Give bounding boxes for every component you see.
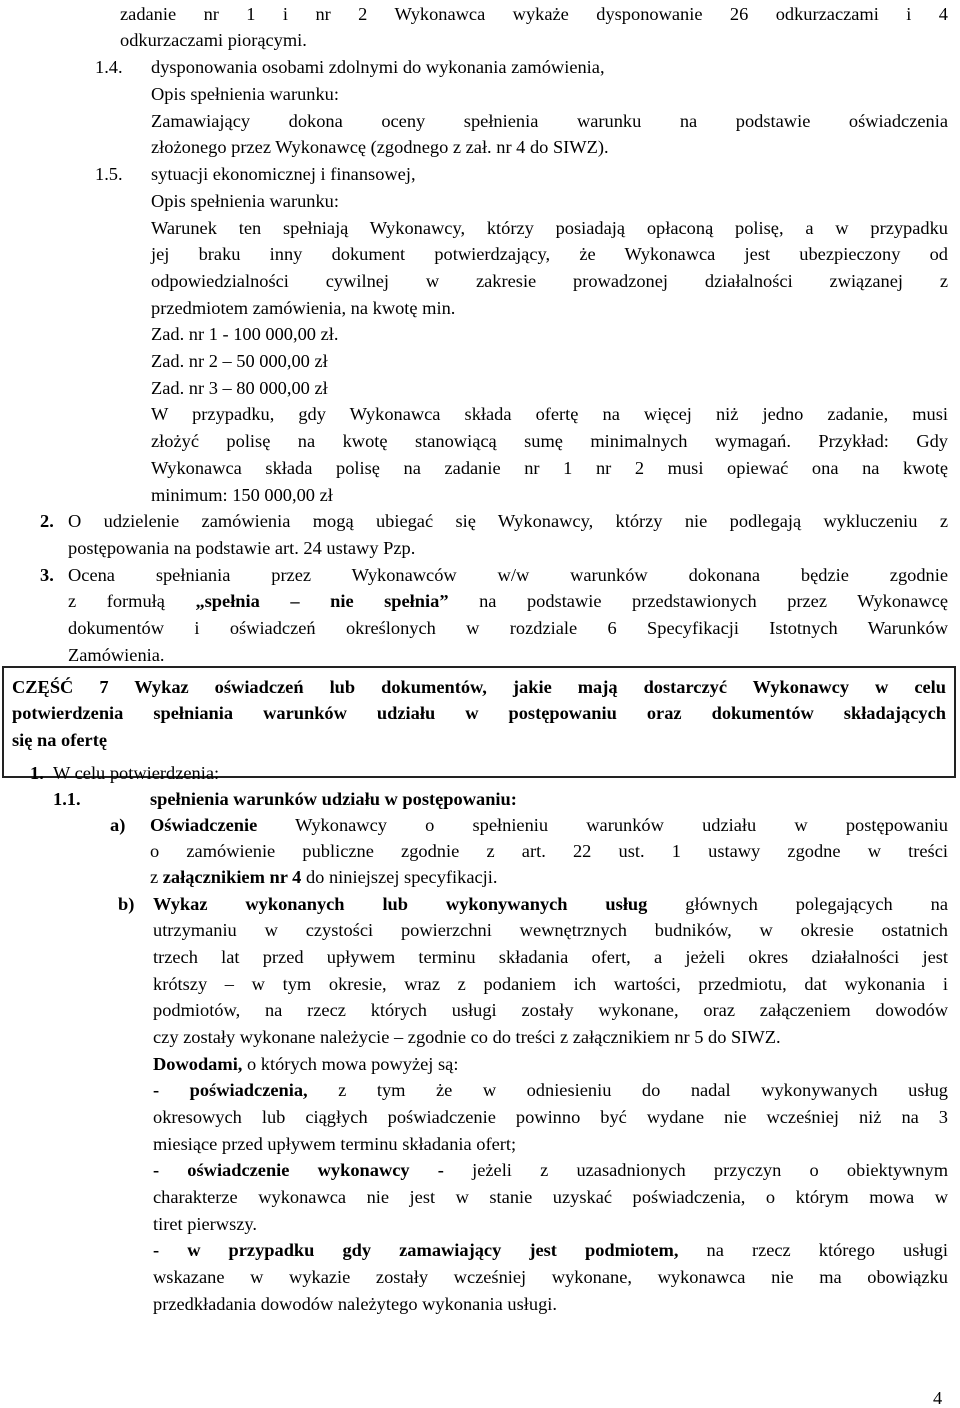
- text-line: Ocena spełniania przez Wykonawców w/w warunków dokonana będzie zgodnie: [68, 565, 948, 585]
- text-fragment: z formułą: [68, 591, 196, 611]
- text-line: W przypadku, gdy Wykonawca składa ofertę na więcej niż jedno zadanie, musi: [151, 404, 948, 424]
- text-line: O udzielenie zamówienia mogą ubiegać się Wykonawcy, którzy nie podlegają wykluczeniu z: [68, 511, 948, 531]
- text-line: trzech lat przed upływem terminu składania ofert, a jeżeli okres działalności jest: [153, 947, 948, 967]
- text-fragment: Wykaz wykonanych lub wykonywanych usług: [153, 894, 648, 914]
- text-fragment: - poświadczenia,: [153, 1080, 308, 1100]
- text-line: Zamawiający dokona oceny spełnienia warunku na podstawie oświadczenia: [151, 111, 948, 131]
- text-fragment: - oświadczenie wykonawcy -: [153, 1160, 444, 1180]
- text-line: jej braku inny dokument potwierdzający, że Wykonawca jest ubezpieczony od: [151, 244, 948, 264]
- text-line: podmiotów, na rzecz których usługi zostały wykonane, oraz załączeniem dowodów: [153, 1000, 948, 1020]
- criteria-label: Opis spełnienia warunku:: [151, 191, 339, 211]
- text-line: Warunek ten spełniają Wykonawcy, którzy posiadają opłaconą polisę, a w przypadku: [151, 218, 948, 238]
- paragraph-number: 1.1.: [53, 789, 81, 809]
- text-fragment: jeżeli z uzasadnionych przyczyn o obiektywnym: [443, 1160, 948, 1180]
- amount-line: Zad. nr 3 – 80 000,00 zł: [151, 378, 328, 398]
- text-line: wskazane w wykazie zostały wcześniej wykonane, wykonawca nie ma obowiązku: [153, 1267, 948, 1287]
- text-fragment: do niniejszej specyfikacji.: [301, 867, 498, 887]
- text-line: zadanie nr 1 i nr 2 Wykonawca wykaże dysponowanie 26 odkurzaczami i 4: [120, 4, 948, 24]
- text-line: krótszy – w tym okresie, wraz z podaniem ich wartości, przedmiotu, dat wykonania i: [153, 974, 948, 994]
- subheading: spełnienia warunków udziału w postępowaniu:: [150, 789, 517, 809]
- section-title: dysponowania osobami zdolnymi do wykonania zamówienia,: [151, 57, 605, 77]
- text-line: [153, 1080, 948, 1100]
- section-number: 1.5.: [95, 164, 123, 184]
- text-line: czy zostały wykonane należycie – zgodnie co do treści z załącznikiem nr 5 do SIWZ.: [153, 1027, 781, 1047]
- text-line: [153, 1160, 948, 1180]
- text-fragment: załącznikiem nr 4: [162, 867, 302, 887]
- text-fragment: na podstawie przedstawionych przez Wykonawcę: [448, 591, 949, 611]
- text-fragment: z tym że w odniesieniu do nadal wykonywanych usług: [307, 1080, 948, 1100]
- text-line: charakterze wykonawca nie jest w stanie uzyskać poświadczenia, o którym mowa w: [153, 1187, 948, 1207]
- paragraph-number: 3.: [40, 565, 54, 585]
- text-line: przedmiotem zamówienia, na kwotę min.: [151, 298, 456, 318]
- amount-line: Zad. nr 2 – 50 000,00 zł: [151, 351, 328, 371]
- paragraph-number: 2.: [40, 511, 54, 531]
- formula-text: „spełnia – nie spełnia”: [195, 591, 449, 611]
- section-heading: CZĘŚĆ 7 Wykaz oświadczeń lub dokumentów, jakie mają dostarczyć Wykonawcy w celu: [12, 677, 946, 697]
- text-line: dokumentów i oświadczeń określonych w rozdziale 6 Specyfikacji Istotnych Warunków: [68, 618, 948, 638]
- paragraph-number: 1.: [30, 763, 44, 783]
- text-fragment: - w przypadku gdy zamawiający jest podmiotem,: [153, 1240, 679, 1260]
- text-line: miesiące przed upływem terminu składania ofert;: [153, 1134, 517, 1154]
- text-line: utrzymaniu w czystości powierzchni wewnętrznych budników, w okresie ostatnich: [153, 920, 948, 940]
- text-line: minimum: 150 000,00 zł: [151, 485, 333, 505]
- text-fragment: Wykonawcy o spełnieniu warunków udziału w postępowaniu: [257, 815, 948, 835]
- text-line: [153, 894, 948, 914]
- text-line: [153, 1054, 458, 1074]
- text-line: [153, 1240, 948, 1260]
- criteria-label: Opis spełnienia warunku:: [151, 84, 339, 104]
- section-heading: potwierdzenia spełniania warunków udziału w postępowaniu oraz dokumentów składających: [12, 703, 946, 723]
- text-line: okresowych lub ciągłych poświadczenie powinno być wydane nie wcześniej niż na 3: [153, 1107, 948, 1127]
- section-number: 1.4.: [95, 57, 123, 77]
- section-heading: się na ofertę: [12, 730, 107, 750]
- text-line: Wykonawca składa polisę na zadanie nr 1 nr 2 musi opiewać ona na kwotę: [151, 458, 948, 478]
- text-line: W celu potwierdzenia:: [53, 763, 220, 783]
- text-fragment: z: [150, 867, 163, 887]
- text-line: postępowania na podstawie art. 24 ustawy Pzp.: [68, 538, 416, 558]
- text-line: [150, 815, 948, 835]
- text-line: złożonego przez Wykonawcę (zgodnego z zał. nr 4 do SIWZ).: [151, 137, 609, 157]
- text-line: o zamówienie publiczne zgodnie z art. 22 ust. 1 ustawy zgodne w treści: [150, 841, 948, 861]
- text-fragment: Oświadczenie: [150, 815, 258, 835]
- text-line: Zamówienia.: [68, 645, 165, 665]
- text-fragment: Dowodami,: [153, 1054, 243, 1074]
- text-line: [68, 591, 948, 611]
- section-title: sytuacji ekonomicznej i finansowej,: [151, 164, 416, 184]
- list-label: b): [118, 894, 135, 914]
- amount-line: Zad. nr 1 - 100 000,00 zł.: [151, 324, 339, 344]
- text-fragment: głównych polegających na: [647, 894, 948, 914]
- text-line: tiret pierwszy.: [153, 1214, 258, 1234]
- text-fragment: na rzecz którego usługi: [678, 1240, 948, 1260]
- page-number: 4: [933, 1388, 943, 1408]
- text-line: odpowiedzialności cywilnej w zakresie prowadzonej działalności związanej z: [151, 271, 948, 291]
- text-line: przedkładania dowodów należytego wykonania usługi.: [153, 1294, 557, 1314]
- text-fragment: o których mowa powyżej są:: [242, 1054, 459, 1074]
- list-label: a): [110, 815, 126, 835]
- text-line: odkurzaczami piorącymi.: [120, 30, 307, 50]
- text-line: [150, 867, 497, 887]
- text-line: złożyć polisę na kwotę stanowiącą sumę minimalnych wymagań. Przykład: Gdy: [151, 431, 948, 451]
